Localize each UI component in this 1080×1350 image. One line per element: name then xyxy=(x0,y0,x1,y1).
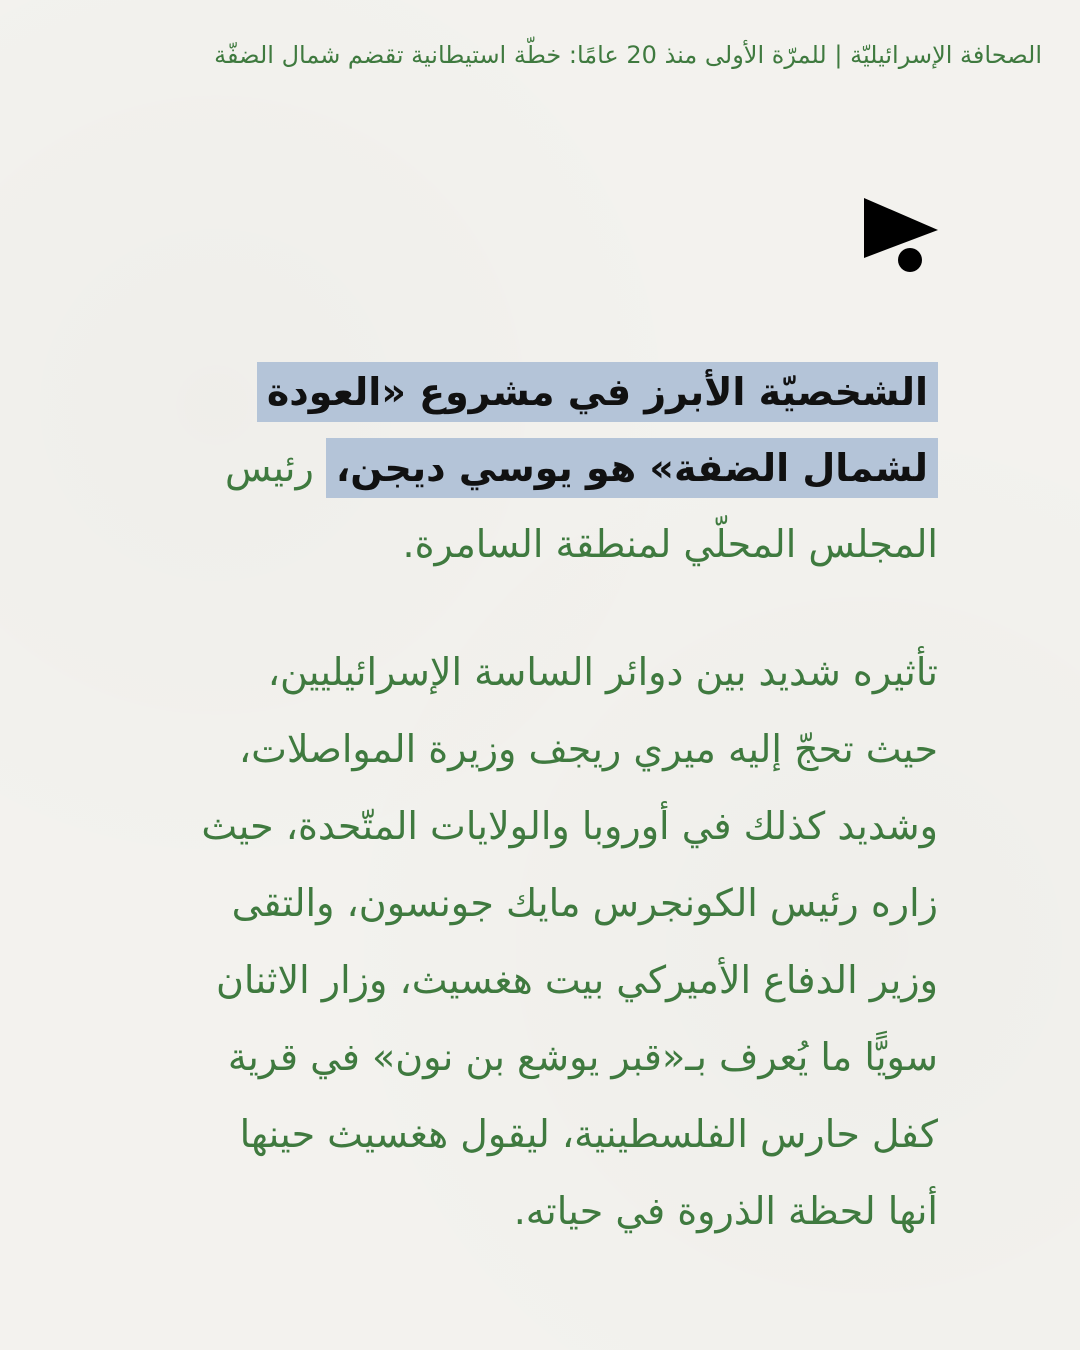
article-body: تأثيره شديد بين دوائر الساسة الإسرائيليين، حيث تحجّ إليه ميري ريجف وزيرة المواصلات، وشديد كذلك في أوروبا والولايات المتّحدة، حيث زاره رئيس الكونجرس مايك جونسون، والتقى وزير الدفاع الأميركي بيت هغسيث، وزار الاثنان سويًّا ما يُعرف بـ«قبر يوشع بن نون» في قرية كفل حارس الفلسطينية، ليقول هغسيث حينها أنها لحظة الذروة في حياته. xyxy=(201,650,938,1233)
header-title: الصحافة الإسرائيليّة | للمرّة الأولى منذ 20 عامًا: خطّة استيطانية تقضم شمال الضفّة xyxy=(214,41,1042,69)
lead-highlight: الشخصيّة الأبرز في مشروع «العودة لشمال الضفة» هو يوسي ديجن، xyxy=(257,362,938,498)
article-lead xyxy=(198,354,938,582)
article xyxy=(198,354,938,1250)
play-dot-logo-icon xyxy=(862,196,940,276)
lead-rest: رئيس المجلس المحلّي لمنطقة السامرة. xyxy=(224,446,938,566)
